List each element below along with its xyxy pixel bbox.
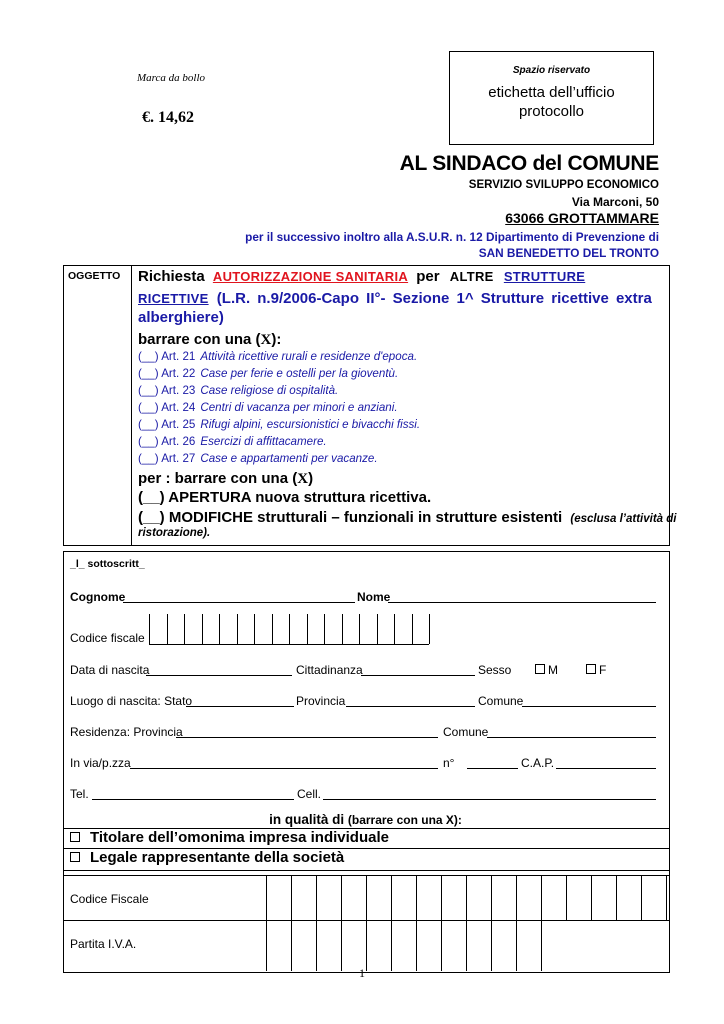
provincia-label: Provincia — [296, 694, 346, 708]
box-divider — [412, 614, 413, 644]
box-divider — [266, 875, 267, 920]
nome-field[interactable] — [388, 602, 656, 603]
box-divider — [377, 614, 378, 644]
stato-field[interactable] — [186, 706, 294, 707]
reserved-box — [449, 51, 654, 145]
residenza-comune-label: Comune — [443, 725, 489, 739]
box-divider — [416, 875, 417, 920]
box-divider — [324, 614, 325, 644]
data-nascita-label: Data di nascita — [70, 663, 150, 677]
oggetto-law: RICETTIVE (L.R. n.9/2006-Capo II°- Sezione 1^ Strutture ricettive extra — [138, 290, 652, 307]
box-divider — [541, 875, 542, 920]
sottoscritt-label: _l_ sottoscritt_ — [70, 558, 145, 570]
box-divider — [666, 875, 667, 920]
box-divider — [359, 614, 360, 644]
luogo-nascita-label: Luogo di nascita: Stato — [70, 694, 193, 708]
box-divider — [441, 920, 442, 971]
box-divider — [237, 614, 238, 644]
modifiche-note: ristorazione). — [138, 527, 211, 539]
residenza-provincia-field[interactable] — [176, 737, 438, 738]
reserved-title: Spazio riservato — [512, 65, 591, 76]
numero-field[interactable] — [467, 768, 518, 769]
apertura-option[interactable]: (__) APERTURA nuova struttura ricettiva. — [138, 489, 432, 506]
modifiche-option[interactable]: (__) MODIFICHE strutturali – funzionali in strutture esistenti (esclusa l’attività di — [138, 509, 677, 526]
piva-boxes[interactable] — [266, 920, 668, 971]
box-divider — [289, 614, 290, 644]
stamp-label: Marca da bollo — [137, 72, 206, 84]
tel-field[interactable] — [92, 799, 294, 800]
sesso-m-checkbox[interactable]: M — [535, 663, 558, 677]
addressee-service: SERVIZIO SVILUPPO ECONOMICO — [468, 179, 659, 191]
page-number: 1 — [359, 966, 365, 980]
cognome-field[interactable] — [123, 602, 355, 603]
box-divider — [541, 920, 542, 971]
cap-field[interactable] — [556, 768, 656, 769]
box-divider — [391, 920, 392, 971]
stamp-amount: €. 14,62 — [142, 109, 194, 126]
comune-label: Comune — [478, 694, 524, 708]
comune-field[interactable] — [522, 706, 656, 707]
box-divider — [266, 920, 267, 971]
box-divider — [366, 875, 367, 920]
box-divider — [202, 614, 203, 644]
article-item[interactable]: (__) Art. 25 Rifugi alpini, escursionistici e bivacchi fissi. — [138, 418, 421, 431]
box-divider — [466, 875, 467, 920]
box-divider — [591, 875, 592, 920]
via-label: In via/p.zza — [70, 756, 131, 770]
cognome-label: Cognome — [70, 590, 126, 604]
box-divider — [316, 920, 317, 971]
box-divider — [342, 614, 343, 644]
box-divider — [641, 875, 642, 920]
oggetto-label: OGGETTO — [68, 270, 121, 282]
residenza-label: Residenza: Provincia — [70, 725, 183, 739]
box-divider — [491, 875, 492, 920]
box-divider — [167, 614, 168, 644]
cell-label: Cell. — [297, 787, 322, 801]
box-divider — [219, 614, 220, 644]
piva-label: Partita I.V.A. — [70, 937, 137, 951]
article-item[interactable]: (__) Art. 26 Esercizi di affittacamere. — [138, 435, 327, 448]
box-divider — [416, 920, 417, 971]
box-divider — [429, 614, 430, 644]
box-divider — [441, 875, 442, 920]
per-barrare: per : barrare con una (X) — [138, 470, 314, 487]
box-divider — [616, 875, 617, 920]
sesso-label: Sesso — [478, 663, 512, 677]
article-item[interactable]: (__) Art. 22 Case per ferie e ostelli per la gioventù. — [138, 367, 399, 380]
box-divider — [466, 920, 467, 971]
cittadinanza-label: Cittadinanza — [296, 663, 363, 677]
codice-fiscale-boxes[interactable] — [149, 614, 430, 644]
tel-label: Tel. — [70, 787, 89, 801]
addressee-street: Via Marconi, 50 — [571, 195, 659, 209]
titolare-option[interactable]: Titolare dell’omonima impresa individuale — [70, 829, 389, 846]
residenza-comune-field[interactable] — [487, 737, 656, 738]
box-divider — [391, 875, 392, 920]
cf-company-label: Codice Fiscale — [70, 892, 149, 906]
box-divider — [291, 920, 292, 971]
numero-label: n° — [443, 756, 455, 770]
box-divider — [394, 614, 395, 644]
box-divider — [566, 875, 567, 920]
data-nascita-field[interactable] — [146, 675, 292, 676]
box-divider — [341, 875, 342, 920]
qualita-heading: in qualità di (barrare con una X): — [269, 812, 462, 827]
reserved-line1: etichetta dell’ufficio — [488, 84, 615, 101]
oggetto-law2: alberghiere) — [138, 309, 224, 326]
cap-label: C.A.P. — [521, 756, 555, 770]
oggetto-request: Richiesta AUTORIZZAZIONE SANITARIA per ALTRE STRUTTURE — [138, 268, 586, 285]
box-divider — [272, 614, 273, 644]
auth-text: AUTORIZZAZIONE SANITARIA — [212, 269, 409, 284]
addressee-city: 63066 GROTTAMMARE — [505, 210, 659, 226]
barrare-instruction: barrare con una (X): — [138, 331, 282, 348]
article-item[interactable]: (__) Art. 23 Case religiose di ospitalità. — [138, 384, 339, 397]
provincia-field[interactable] — [346, 706, 475, 707]
cf-company-boxes[interactable] — [266, 875, 668, 920]
addressee-title: AL SINDACO del COMUNE — [399, 152, 659, 175]
box-divider — [516, 920, 517, 971]
box-divider — [516, 875, 517, 920]
article-item[interactable]: (__) Art. 27 Case e appartamenti per vacanze. — [138, 452, 378, 465]
box-divider — [291, 875, 292, 920]
article-item[interactable]: (__) Art. 21 Attività ricettive rurali e residenze d'epoca. — [138, 350, 418, 363]
box-divider — [366, 920, 367, 971]
box-divider — [149, 614, 150, 644]
cell-field[interactable] — [323, 799, 656, 800]
forward-line2: SAN BENEDETTO DEL TRONTO — [478, 246, 659, 260]
box-divider — [307, 614, 308, 644]
codice-fiscale-label: Codice fiscale — [70, 631, 145, 645]
article-item[interactable]: (__) Art. 24 Centri di vacanza per minori e anziani. — [138, 401, 398, 414]
box-divider — [491, 920, 492, 971]
nome-label: Nome — [357, 590, 391, 604]
legale-option[interactable]: Legale rappresentante della società — [70, 849, 344, 866]
box-divider — [254, 614, 255, 644]
sesso-f-checkbox[interactable]: F — [586, 663, 606, 677]
box-divider — [341, 920, 342, 971]
reserved-line2: protocollo — [518, 103, 585, 120]
box-divider — [184, 614, 185, 644]
forward-line1: per il successivo inoltro alla A.S.U.R. n. 12 Dipartimento di Prevenzione di — [245, 230, 659, 244]
via-field[interactable] — [130, 768, 438, 769]
cittadinanza-field[interactable] — [361, 675, 475, 676]
box-divider — [316, 875, 317, 920]
